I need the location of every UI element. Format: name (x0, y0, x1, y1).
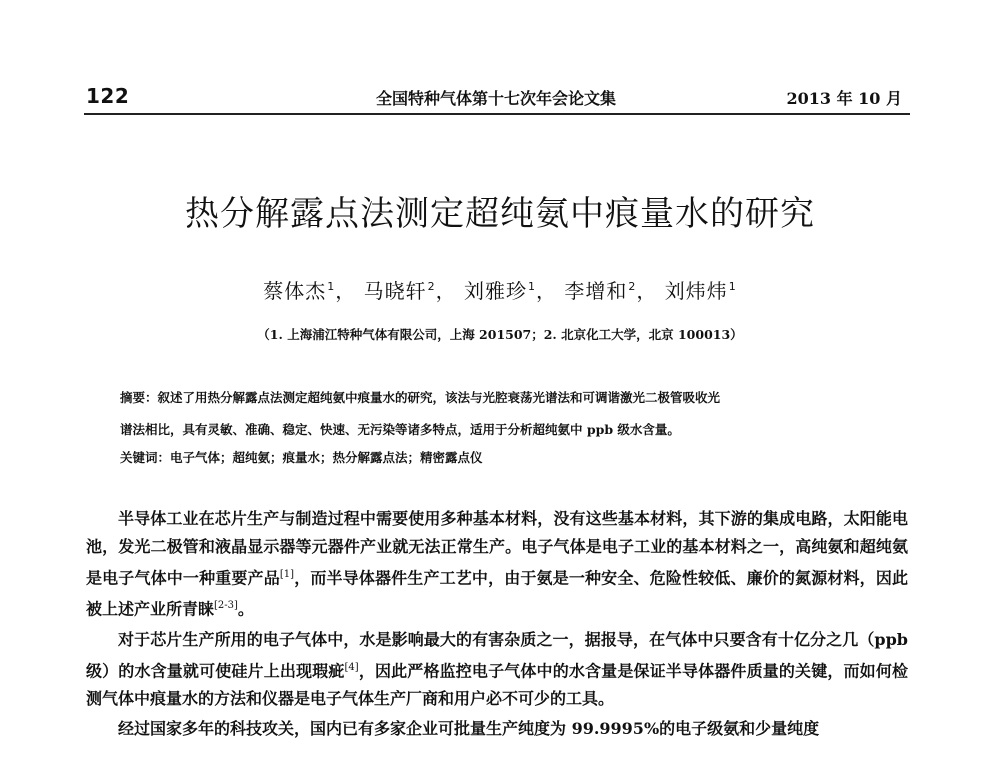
keywords (120, 444, 880, 472)
paragraph: 经过国家多年的科技攻关，国内已有多家企业可批量生产纯度为 99.9995%的电子级氨和少量纯度 (118, 718, 820, 738)
page-number: 122 (86, 84, 130, 108)
paragraph: 半导体工业在芯片生产与制造过程中需要使用多种基本材料，没有这些基本材料，其下游的集成电路，太阳能电池，发光二极管和液晶显示器等元器件产业就无法正常生产。电子气体是电子工业的基本材料之一，高纯氨和超纯氨是电子气体中一种重要产品[1]，而半导体器件生产工艺中，由于氨是一种安全、危险性较低、廉价的氮源材料，因此被上述产业所青睐[2-3]。 (86, 509, 908, 619)
journal-date: 2013 年 10 月 (786, 89, 902, 108)
abstract-label: 摘要： (120, 390, 158, 405)
citation: [2-3] (214, 600, 238, 612)
body-text (86, 505, 908, 745)
keywords-label: 关键词： (120, 450, 171, 465)
citation: [1] (279, 569, 295, 580)
author: 刘炜炜$^1$ (664, 279, 737, 303)
author: 蔡体杰$^1$， (263, 279, 357, 303)
author-list (0, 275, 1000, 304)
author: 刘雅珍$^1$， (464, 279, 557, 303)
header-rule (84, 113, 910, 115)
abstract (120, 382, 880, 446)
author: 马晓轩$^2$， (363, 279, 457, 303)
citation: [4] (344, 661, 359, 673)
abstract-line-2: 谱法相比，具有灵敏、准确、稳定、快速、无污染等诸多特点，适用于分析超纯氨中 ppb 级水含量。 (120, 422, 680, 437)
keywords-text: 电子气体；超纯氨；痕量水；热分解露点法；精密露点仪 (170, 450, 483, 465)
affiliation: （1. 上海浦江特种气体有限公司，上海 201507；2. 北京化工大学，北京 100013） (257, 327, 743, 342)
paper-title: 热分解露点法测定超纯氨中痕量水的研究 (185, 194, 815, 234)
author: 李增和$^2$， (564, 279, 658, 303)
running-header (86, 84, 908, 112)
journal-title: 全国特种气体第十七次年会论文集 (376, 89, 617, 108)
abstract-line-1: 摘要：叙述了用热分解露点法测定超纯氨中痕量水的研究，该法与光腔衰荡光谱法和可调谐激光二极管吸收光 (120, 390, 721, 405)
paragraph: 对于芯片生产所用的电子气体中，水是影响最大的有害杂质之一，据报导，在气体中只要含有十亿分之几（ppb 级）的水含量就可使硅片上出现瑕疵[4]，因此严格监控电子气体中的水含量是保证半导体器件质量的关键，而如何检测气体中痕量水的方法和仪器是电子气体生产厂商和用户必不可少的工具。 (86, 629, 908, 708)
